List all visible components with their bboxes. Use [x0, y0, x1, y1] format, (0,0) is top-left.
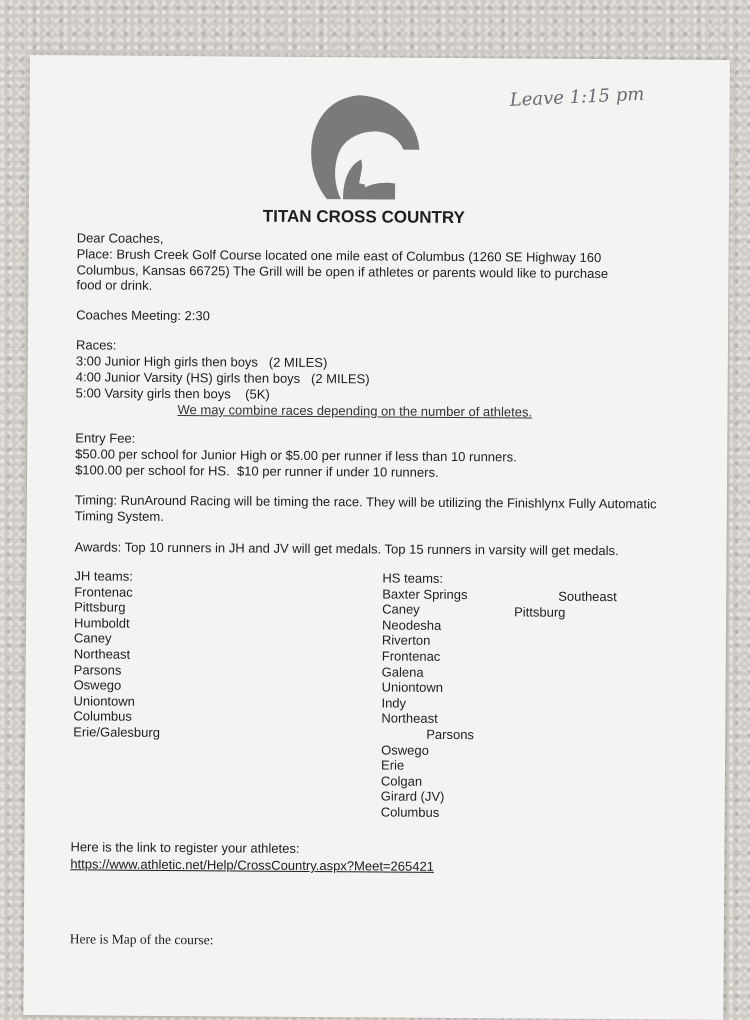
hs-team-southeast: Southeast	[558, 588, 617, 605]
hs-teams-heading: HS teams:	[382, 570, 444, 586]
list-item: Neodesha	[381, 617, 442, 633]
race-item: 5:00 Varsity girls then boys (5K)	[75, 385, 270, 402]
race-item: 3:00 Junior High girls then boys (2 MILES)	[75, 353, 328, 371]
greeting: Dear Coaches,	[76, 230, 164, 246]
jh-teams-list	[73, 568, 161, 740]
list-item: Riverton	[381, 632, 431, 649]
list-item: Northeast	[73, 646, 131, 662]
hs-teams-list	[381, 570, 475, 820]
races-heading: Races:	[75, 337, 117, 353]
list-item: Erie/Galesburg	[73, 724, 161, 740]
list-item: Frontenac	[74, 583, 133, 600]
list-item: Indy	[381, 695, 407, 711]
list-item: Baxter Springs	[382, 586, 468, 602]
list-item: Parsons	[426, 726, 475, 743]
handwritten-note: Leave 1:15 pm	[509, 83, 645, 111]
place-text: Place: Brush Creek Golf Course located one mile east of Columbus (1260 SE Highway 160 Columbus, Kansas 66725) The Grill will be open if athletes or parents would like to purchase food or drink.	[76, 246, 609, 293]
entry-fee-item: $100.00 per school for HS. $10 per runner if under 10 runners.	[75, 462, 439, 480]
register-link[interactable]: https://www.athletic.net/Help/CrossCountry.aspx?Meet=265421	[70, 856, 434, 874]
list-item: Oswego	[381, 741, 429, 758]
coaches-meeting: Coaches Meeting: 2:30	[76, 307, 210, 324]
map-text: Here is Map of the course:	[69, 931, 214, 948]
list-item: Uniontown	[73, 693, 135, 709]
entry-fee-item: $50.00 per school for Junior High or $5.00 per runner if less than 10 runners.	[75, 446, 517, 465]
register-text: Here is the link to register your athletes:	[70, 839, 300, 856]
race-item: 4:00 Junior Varsity (HS) girls then boys (2 MILES)	[75, 369, 370, 387]
list-item: Caney	[382, 601, 420, 617]
list-item: Pittsburg	[74, 599, 126, 615]
flyer-title: TITAN CROSS COUNTRY	[262, 206, 465, 228]
list-item: Columbus	[380, 804, 440, 820]
list-item: Frontenac	[381, 648, 441, 664]
list-item: Northeast	[381, 710, 438, 727]
list-item: Parsons	[73, 661, 122, 678]
timing-text: Timing: RunAround Racing will be timing the race. They will be utilizing the Finishlynx Fully Automatic Timing System.	[74, 492, 657, 524]
list-item: Humboldt	[73, 615, 130, 631]
list-item: Colgan	[380, 773, 423, 789]
list-item: Columbus	[73, 708, 132, 725]
flyer-page	[23, 55, 730, 1020]
list-item: Galena	[381, 664, 424, 680]
entry-fee-heading: Entry Fee:	[75, 430, 136, 446]
hs-team-pittsburg: Pittsburg	[514, 604, 566, 620]
jh-teams-heading: JH teams:	[74, 568, 133, 584]
races-note: We may combine races depending on the number of athletes.	[177, 402, 533, 420]
awards-text: Awards: Top 10 runners in JH and JV will get medals. Top 15 runners in varsity will get medals.	[74, 539, 619, 559]
list-item: Girard (JV)	[380, 788, 445, 805]
spartan-helmet-icon	[299, 87, 430, 208]
list-item: Erie	[380, 757, 405, 773]
list-item: Caney	[73, 630, 112, 646]
list-item: Oswego	[73, 677, 122, 693]
list-item: Uniontown	[381, 679, 444, 696]
